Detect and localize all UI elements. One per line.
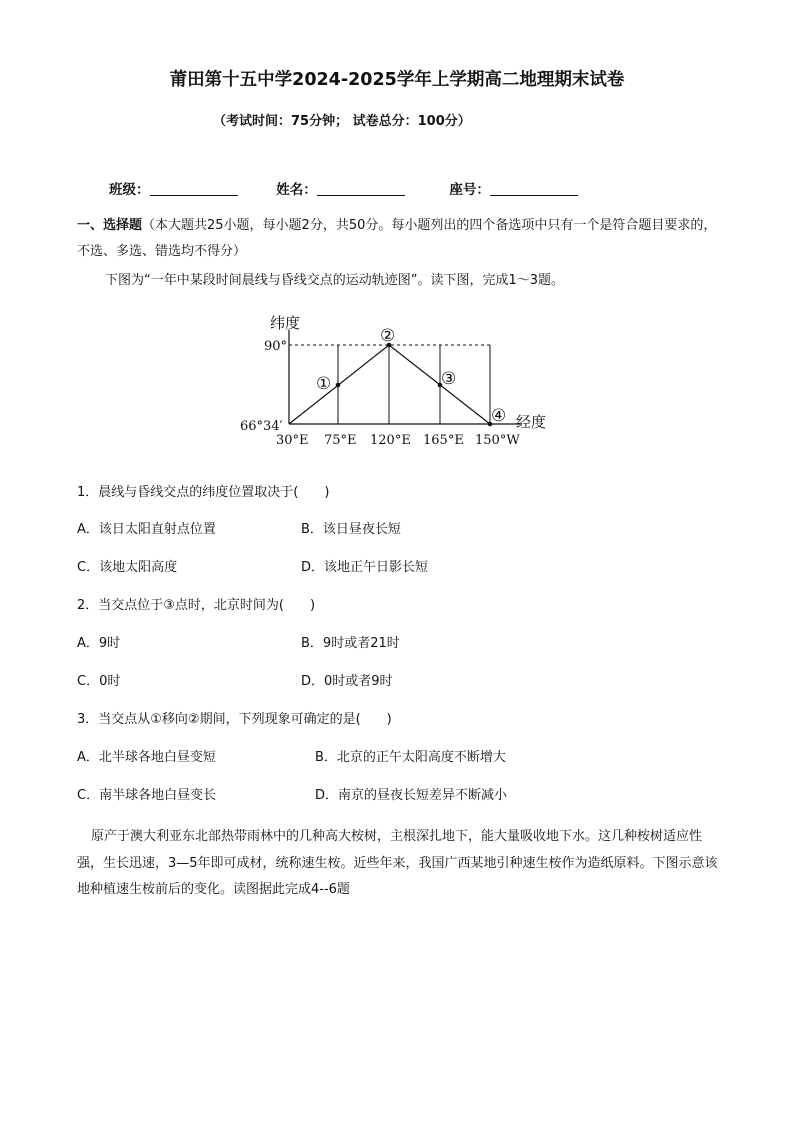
x-axis-label: 经度 bbox=[516, 413, 547, 431]
page-title: 莆田第十五中学2024-2025学年上学期高二地理期末试卷 bbox=[169, 70, 625, 90]
student-info-row bbox=[109, 178, 578, 198]
section-description: （本大题共25小题，每小题2分，共50分。每小题列出的四个备选项中只有一个是符合题目要求的，不选、多选、错选均不得分） bbox=[77, 218, 717, 259]
x-tick-75E: 75°E bbox=[324, 433, 357, 448]
x-tick-120E: 120°E bbox=[370, 433, 411, 448]
question-3-option-c: C．南半球各地白昼变长 bbox=[77, 788, 217, 803]
question-2-option-d: D．0时或者9时 bbox=[301, 674, 393, 689]
point-3-label: ③ bbox=[441, 369, 457, 389]
question-2-option-a: A．9时 bbox=[77, 636, 121, 651]
seat-label: 座号： bbox=[449, 182, 490, 198]
question-2-stem: 2．当交点位于③点时，北京时间为( ) bbox=[77, 598, 316, 613]
class-label: 班级： bbox=[109, 182, 150, 198]
point-1-label: ① bbox=[316, 374, 332, 394]
question-2-option-c: C．0时 bbox=[77, 674, 121, 689]
name-label: 姓名： bbox=[276, 182, 317, 198]
question-1-stem: 1．晨线与昏线交点的纬度位置取决于( ) bbox=[77, 485, 330, 500]
section-heading bbox=[77, 213, 727, 265]
name-blank bbox=[317, 181, 405, 196]
question-1-option-c: C．该地太阳高度 bbox=[77, 560, 178, 575]
terminator-track-figure bbox=[236, 308, 566, 454]
class-blank bbox=[150, 181, 238, 196]
x-tick-30E: 30°E bbox=[276, 433, 309, 448]
figure-intro: 下图为“一年中某段时间晨线与昏线交点的运动轨迹图”。读下图，完成1～3题。 bbox=[105, 273, 565, 288]
section-title: 一、选择题 bbox=[77, 218, 143, 233]
question-3-option-d: D．南京的昼夜长短差异不断减小 bbox=[315, 788, 508, 803]
question-3-option-a: A．北半球各地白昼变短 bbox=[77, 750, 216, 765]
question-3-option-b: B．北京的正午太阳高度不断增大 bbox=[315, 750, 506, 765]
y-top-label: 90° bbox=[264, 339, 288, 354]
question-1-option-d: D．该地正午日影长短 bbox=[301, 560, 429, 575]
x-tick-165E: 165°E bbox=[423, 433, 464, 448]
question-3-stem: 3．当交点从①移向②期间，下列现象可确定的是( ) bbox=[77, 712, 392, 727]
y-axis-label: 纬度 bbox=[270, 314, 301, 332]
point-4-label: ④ bbox=[491, 406, 507, 426]
question-2-option-b: B．9时或者21时 bbox=[301, 636, 400, 651]
point-1-dot bbox=[336, 383, 341, 388]
y-bottom-label: 66°34′ bbox=[240, 419, 283, 434]
seat-blank bbox=[490, 181, 578, 196]
question-1-option-a: A．该日太阳直射点位置 bbox=[77, 522, 216, 537]
point-2-label: ② bbox=[380, 326, 396, 346]
x-tick-150W: 150°W bbox=[475, 433, 520, 448]
passage-eucalyptus: 原产于澳大利亚东北部热带雨林中的几种高大桉树，主根深扎地下，能大量吸收地下水。这几种桉树适应性强，生长迅速，3—5年即可成材，统称速生桉。近些年来，我国广西某地引种速生桉作为造纸原料。下图示意该地种植速生桉前后的变化。读图据此完成4--6题 bbox=[77, 829, 718, 897]
question-1-option-b: B．该日昼夜长短 bbox=[301, 522, 401, 537]
exam-info: （考试时间：75分钟； 试卷总分：100分） bbox=[213, 114, 471, 129]
